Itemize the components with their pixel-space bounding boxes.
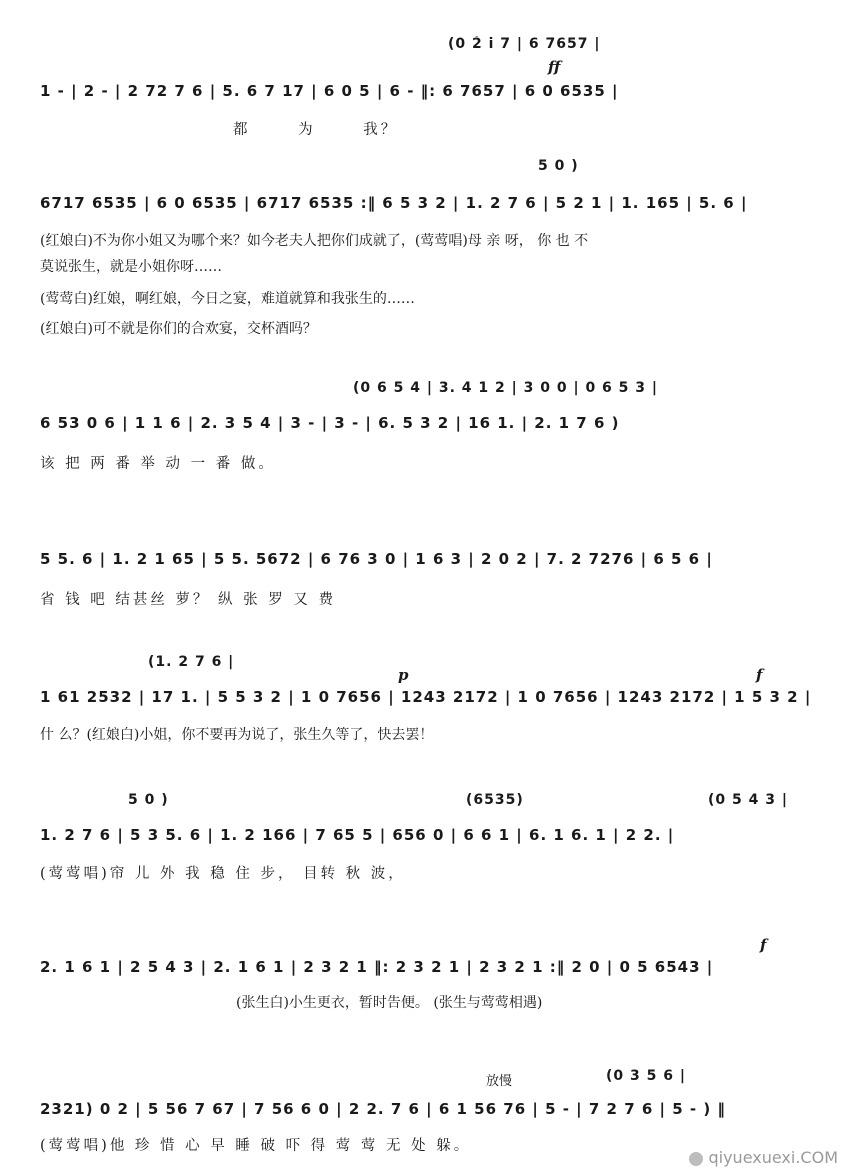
notation-line: 5 5. 6 | 1. 2 1 65 | 5 5. 5672 | 6 76 3 0 | 1 6 3 | 2 0 2 | 7. 2 7276 | 6 5 6 | [40,550,713,568]
dynamic-marking: f [760,936,767,954]
lyric-line: 都 为 我？ [233,122,399,138]
notation-line: 2321) 0 2 | 5 56 7 67 | 7 56 6 0 | 2 2. 7 6 | 6 1 56 76 | 5 - | 7 2 7 6 | 5 - ) ‖ [40,1100,726,1118]
watermark-logo-icon [689,1152,703,1166]
notation-line: 1 61 2532 | 17 1. | 5 5 3 2 | 1 0 7656 | 1243 2172 | 1 0 7656 | 1243 2172 | 1 5 3 2 | [40,688,812,706]
dynamic-marking: ff [548,58,561,76]
score-system-1 [18,30,848,140]
dialogue-line: (红娘白)可不就是你们的合欢宴，交杯酒吗？ [40,321,317,337]
dialogue-line: (莺莺白)红娘，啊红娘，今日之宴，难道就算和我张生的…… [40,291,415,307]
dynamic-marking-p: p [398,666,409,684]
score-system-4 [18,540,848,620]
site-watermark [689,1148,838,1167]
intro-line: (1. 2 7 6 | [148,654,235,670]
score-system-2 [18,150,848,340]
tempo-marking: 放慢 [486,1074,513,1089]
lyric-line: (莺莺唱)他 珍 惜 心 早 睡 破 吓 得 莺 莺 无 处 躲。 [40,1138,472,1154]
dynamic-marking-f: f [756,666,763,684]
intro-line: (6535) [466,792,524,808]
dialogue-line: (红娘白)不为你小姐又为哪个来？如今老夫人把你们成就了，(莺莺唱)母 亲 呀， 你 也 不 [40,233,589,249]
score-system-7 [18,930,848,1020]
intro-line: 5 0 ) [128,792,169,808]
notation-line: 6717 6535 | 6 0 6535 | 6717 6535 :‖ 6 5 3 2 | 1. 2 7 6 | 5 2 1 | 1. 165 | 5. 6 | [40,194,748,212]
intro-line: (0 3 5 6 | [606,1068,686,1084]
dialogue-line: (张生白)小生更衣，暂时告便。 (张生与莺莺相遇) [236,995,543,1011]
lyric-line: 省 钱 吧 结甚丝 萝？ 纵 张 罗 又 费 [40,592,336,608]
notation-line: 6 53 0 6 | 1 1 6 | 2. 3 5 4 | 3 - | 3 - | 6. 5 3 2 | 16 1. | 2. 1 7 6 ) [40,414,620,432]
dialogue-line: 什 么？(红娘白)小姐，你不要再为说了，张生久等了，快去罢！ [40,727,434,743]
watermark-text: qiyuexuexi.COM [708,1148,838,1167]
score-system-6 [18,788,848,888]
score-system-5 [18,652,848,752]
intro-line: (0 5 4 3 | [708,792,788,808]
lyric-line: 该 把 两 番 举 动 一 番 做。 [40,456,276,472]
intro-line: (0 6 5 4 | 3. 4 1 2 | 3 0 0 | 0 6 5 3 | [353,380,659,396]
notation-line: 1 - | 2 - | 2 72 7 6 | 5. 6 7 17 | 6 0 5 | 6 - ‖: 6 7657 | 6 0 6535 | [40,82,619,100]
notation-line: 2. 1 6 1 | 2 5 4 3 | 2. 1 6 1 | 2 3 2 1 ‖: 2 3 2 1 | 2 3 2 1 :‖ 2 0 | 0 5 6543 | [40,958,714,976]
dialogue-line: 莫说张生，就是小姐你呀…… [40,259,222,275]
lyric-line: (莺莺唱)帘 儿 外 我 稳 住 步， 目转 秋 波， [40,866,406,882]
score-system-3 [18,372,848,472]
intro-line: (0 2̇ i̇ 7 | 6 7657 | [448,36,601,52]
notation-line: 1. 2 7 6 | 5 3 5. 6 | 1. 2 166 | 7 65 5 | 656 0 | 6 6 1 | 6. 1 6. 1 | 2 2. | [40,826,675,844]
intro-line: 5 0 ) [538,158,579,174]
